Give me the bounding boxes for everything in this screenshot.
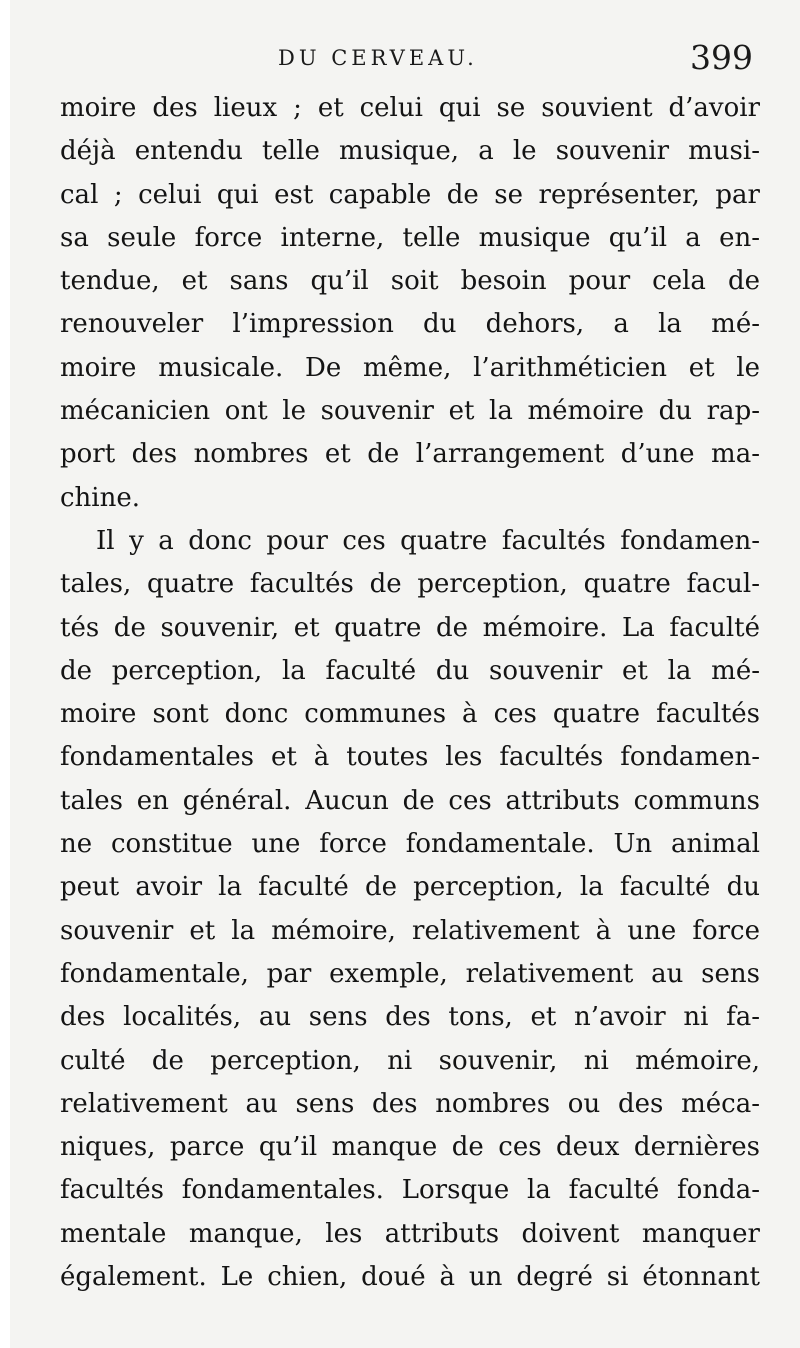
body-text	[60, 87, 760, 1299]
text-line: déjà entendu telle musique, a le souvenir musi-	[60, 136, 760, 167]
text-line: relativement au sens des nombres ou des méca-	[60, 1088, 760, 1119]
paragraph-start-line: Il y a donc pour ces quatre facultés fondamen-	[96, 525, 760, 556]
paragraph-end-line: chine.	[60, 482, 141, 513]
text-line: des localités, au sens des tons, et n’avoir ni fa-	[60, 1002, 760, 1033]
text-line: niques, parce qu’il manque de ces deux dernières	[60, 1132, 760, 1163]
text-line: également. Le chien, doué à un degré si étonnant	[60, 1262, 760, 1293]
text-line: port des nombres et de l’arrangement d’une ma-	[60, 439, 760, 470]
text-line: culté de perception, ni souvenir, ni mémoire,	[60, 1045, 760, 1076]
page-header	[10, 38, 800, 82]
text-line: peut avoir la faculté de perception, la faculté du	[60, 872, 760, 903]
text-line: moire musicale. De même, l’arithméticien et le	[60, 352, 760, 383]
text-line: mécanicien ont le souvenir et la mémoire du rap-	[60, 396, 760, 427]
text-line: fondamentale, par exemple, relativement au sens	[60, 958, 760, 989]
page-number: 399	[690, 38, 753, 77]
text-line: fondamentales et à toutes les facultés fondamen-	[60, 742, 760, 773]
text-line: sa seule force interne, telle musique qu’il a en-	[60, 222, 760, 253]
running-head: DU CERVEAU.	[278, 46, 478, 70]
text-line: de perception, la faculté du souvenir et la mé-	[60, 655, 760, 686]
text-line: renouveler l’impression du dehors, a la mé-	[60, 309, 760, 340]
text-line: moire des lieux ; et celui qui se souvient d’avoir	[60, 93, 760, 123]
text-line: ne constitue une force fondamentale. Un animal	[60, 829, 760, 860]
text-line: facultés fondamentales. Lorsque la faculté fonda-	[60, 1175, 760, 1206]
text-line: tendue, et sans qu’il soit besoin pour cela de	[60, 266, 760, 297]
text-line: mentale manque, les attributs doivent manquer	[60, 1218, 760, 1249]
text-line: tales en général. Aucun de ces attributs communs	[60, 785, 760, 816]
text-line: tales, quatre facultés de perception, quatre facul-	[60, 569, 760, 600]
text-line: souvenir et la mémoire, relativement à une force	[60, 915, 760, 946]
text-line: cal ; celui qui est capable de se représenter, par	[60, 179, 760, 210]
text-line: tés de souvenir, et quatre de mémoire. La faculté	[60, 612, 760, 643]
text-line: moire sont donc communes à ces quatre facultés	[60, 699, 760, 730]
